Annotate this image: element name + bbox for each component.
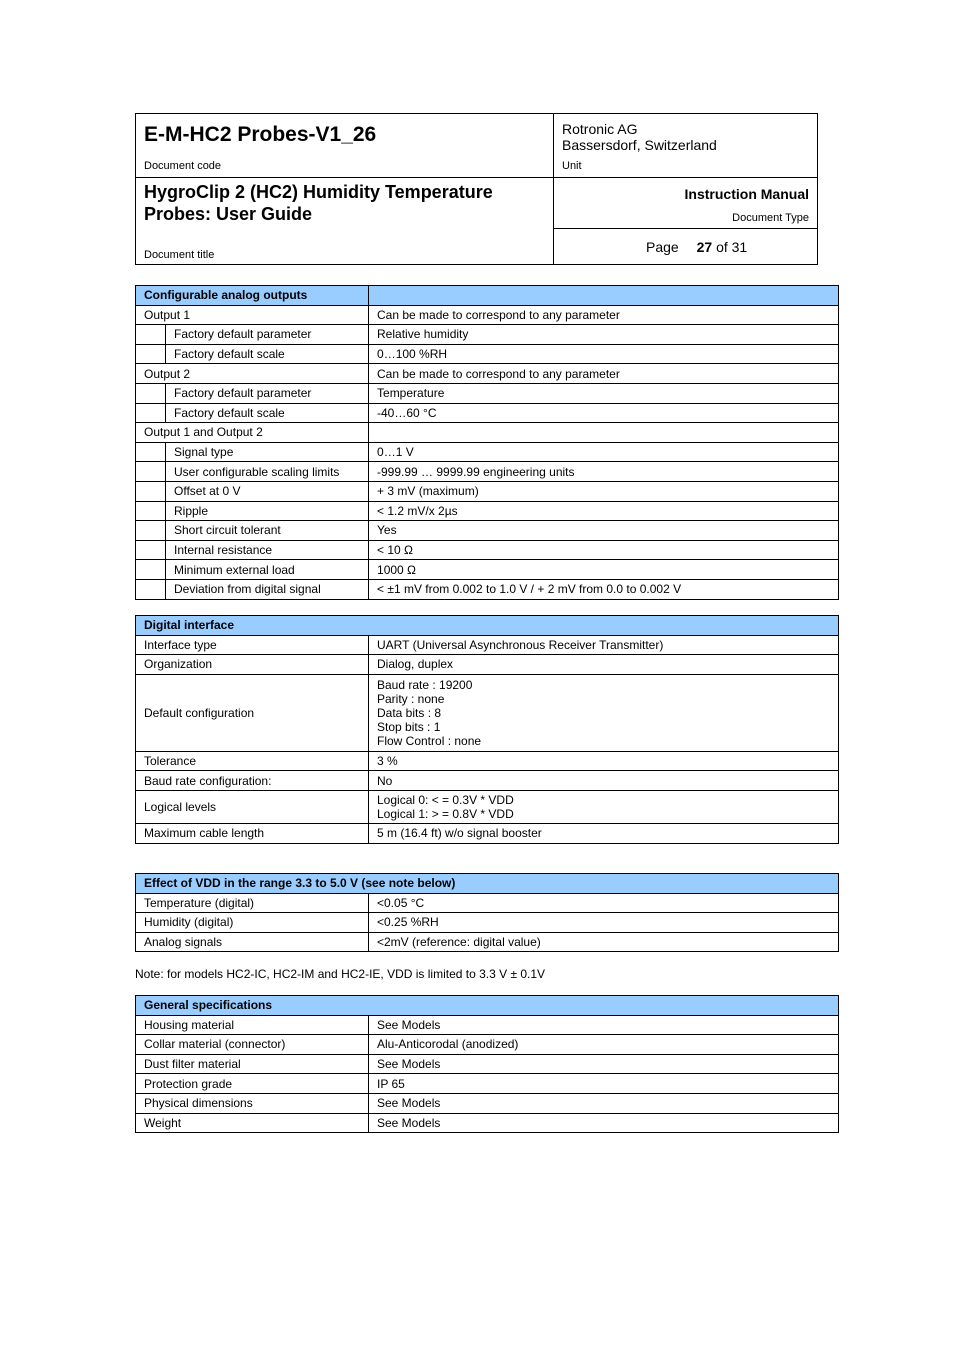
table-heading: General specifications <box>136 996 839 1016</box>
table-row <box>136 913 839 933</box>
row-value: Relative humidity <box>369 325 839 345</box>
row-value: 3 % <box>369 751 839 771</box>
unit-line: Bassersdorf, Switzerland <box>562 137 717 153</box>
table-row <box>136 579 839 599</box>
row-label: Analog signals <box>136 932 369 952</box>
table-row <box>136 325 839 345</box>
table-row <box>136 442 839 462</box>
row-label: Interface type <box>136 635 369 655</box>
table-row <box>136 540 839 560</box>
unit <box>562 121 717 153</box>
row-label: Housing material <box>136 1015 369 1035</box>
row-label: User configurable scaling limits <box>166 462 369 482</box>
row-label: Physical dimensions <box>136 1093 369 1113</box>
row-value: < 1.2 mV/x 2µs <box>369 501 839 521</box>
row-value: See Models <box>369 1054 839 1074</box>
row-value: 1000 Ω <box>369 560 839 580</box>
table-heading-row <box>136 616 839 636</box>
document-code-label: Document code <box>144 160 222 172</box>
general-specs-table <box>135 995 839 1133</box>
indent-cell <box>136 383 166 403</box>
row-value: Can be made to correspond to any parameter <box>369 364 839 384</box>
row-label: Logical levels <box>136 790 369 823</box>
row-value: 5 m (16.4 ft) w/o signal booster <box>369 823 839 843</box>
row-label: Ripple <box>166 501 369 521</box>
table-row <box>136 790 839 823</box>
table-row <box>136 655 839 675</box>
row-label: Collar material (connector) <box>136 1035 369 1055</box>
row-value: < 10 Ω <box>369 540 839 560</box>
row-label: Protection grade <box>136 1074 369 1094</box>
value-line: Flow Control : none <box>377 733 482 748</box>
document-type: Instruction Manual <box>684 186 809 202</box>
page-number: 27 <box>696 239 713 255</box>
row-value: See Models <box>369 1113 839 1133</box>
row-label: Factory default parameter <box>166 325 369 345</box>
row-value <box>369 790 839 823</box>
table-row <box>136 751 839 771</box>
header-divider <box>553 114 554 264</box>
row-value: Dialog, duplex <box>369 655 839 675</box>
document-header <box>135 113 818 265</box>
row-value: No <box>369 771 839 791</box>
table-row <box>136 462 839 482</box>
table-row <box>136 1074 839 1094</box>
row-value: 0…100 %RH <box>369 344 839 364</box>
row-value: <0.25 %RH <box>369 913 839 933</box>
table-heading: Configurable analog outputs <box>136 286 369 306</box>
row-value: Can be made to correspond to any parameter <box>369 305 839 325</box>
indent-cell <box>136 403 166 423</box>
row-value: Alu-Anticorodal (anodized) <box>369 1035 839 1055</box>
table-row <box>136 383 839 403</box>
table-row <box>136 635 839 655</box>
table-row <box>136 1015 839 1035</box>
row-label: Organization <box>136 655 369 675</box>
vdd-effect-table <box>135 873 839 952</box>
indent-cell <box>136 579 166 599</box>
table-row <box>136 893 839 913</box>
row-value: UART (Universal Asynchronous Receiver Transmitter) <box>369 635 839 655</box>
row-label: Signal type <box>166 442 369 462</box>
table-row <box>136 521 839 541</box>
row-label: Tolerance <box>136 751 369 771</box>
page-info <box>646 239 747 255</box>
row-label: Internal resistance <box>166 540 369 560</box>
indent-cell <box>136 521 166 541</box>
title-line: HygroClip 2 (HC2) Humidity Temperature <box>144 182 493 202</box>
unit-label: Unit <box>562 160 582 172</box>
indent-cell <box>136 442 166 462</box>
table-row <box>136 423 839 443</box>
table-row <box>136 403 839 423</box>
document-title <box>144 181 544 225</box>
row-value: IP 65 <box>369 1074 839 1094</box>
unit-line: Rotronic AG <box>562 121 638 137</box>
row-label: Output 1 <box>136 305 369 325</box>
header-divider <box>553 177 817 178</box>
row-label: Factory default parameter <box>166 383 369 403</box>
analog-outputs-table <box>135 285 839 600</box>
table-heading: Digital interface <box>136 616 839 636</box>
row-label: Weight <box>136 1113 369 1133</box>
row-value: <2mV (reference: digital value) <box>369 932 839 952</box>
row-value: 0…1 V <box>369 442 839 462</box>
row-value: See Models <box>369 1093 839 1113</box>
table-row <box>136 674 839 751</box>
table-row <box>136 932 839 952</box>
table-row <box>136 1113 839 1133</box>
table-row <box>136 364 839 384</box>
value-line: Data bits : 8 <box>377 705 442 720</box>
table-row <box>136 823 839 843</box>
value-line: Logical 0: < = 0.3V * VDD <box>377 792 514 807</box>
page-total: of 31 <box>716 239 748 255</box>
value-line: Parity : none <box>377 691 445 706</box>
row-value: -40…60 °C <box>369 403 839 423</box>
table-heading: Effect of VDD in the range 3.3 to 5.0 V (see note below) <box>136 874 839 894</box>
table-row <box>136 344 839 364</box>
row-label: Maximum cable length <box>136 823 369 843</box>
row-value: -999.99 … 9999.99 engineering units <box>369 462 839 482</box>
row-label: Offset at 0 V <box>166 481 369 501</box>
indent-cell <box>136 560 166 580</box>
row-label: Deviation from digital signal <box>166 579 369 599</box>
table-row <box>136 560 839 580</box>
row-label: Short circuit tolerant <box>166 521 369 541</box>
row-label: Factory default scale <box>166 403 369 423</box>
table-row <box>136 771 839 791</box>
row-label: Output 2 <box>136 364 369 384</box>
document-title-label: Document title <box>144 249 215 261</box>
row-label: Dust filter material <box>136 1054 369 1074</box>
page-label: Page <box>646 239 679 255</box>
title-line: Probes: User Guide <box>144 204 313 224</box>
row-value: See Models <box>369 1015 839 1035</box>
table-row <box>136 1093 839 1113</box>
value-line: Baud rate : 19200 <box>377 677 473 692</box>
table-heading-row <box>136 996 839 1016</box>
table-row <box>136 1054 839 1074</box>
indent-cell <box>136 540 166 560</box>
row-label: Minimum external load <box>166 560 369 580</box>
row-value <box>369 423 839 443</box>
row-label: Humidity (digital) <box>136 913 369 933</box>
row-value: Yes <box>369 521 839 541</box>
row-label: Default configuration <box>136 674 369 751</box>
row-value: + 3 mV (maximum) <box>369 481 839 501</box>
row-label: Output 1 and Output 2 <box>136 423 369 443</box>
table-heading-row <box>136 874 839 894</box>
header-divider <box>136 177 553 178</box>
digital-interface-table <box>135 615 839 844</box>
document-code: E-M-HC2 Probes-V1_26 <box>144 123 377 146</box>
header-divider <box>553 228 817 229</box>
table-row <box>136 501 839 521</box>
row-value: Temperature <box>369 383 839 403</box>
table-row <box>136 1035 839 1055</box>
row-label: Factory default scale <box>166 344 369 364</box>
value-line: Stop bits : 1 <box>377 719 441 734</box>
vdd-note: Note: for models HC2-IC, HC2-IM and HC2-IE, VDD is limited to 3.3 V ± 0.1V <box>135 967 546 981</box>
table-heading-blank <box>369 286 839 306</box>
row-value <box>369 674 839 751</box>
indent-cell <box>136 501 166 521</box>
row-value: < ±1 mV from 0.002 to 1.0 V / + 2 mV from 0.0 to 0.002 V <box>369 579 839 599</box>
row-label: Temperature (digital) <box>136 893 369 913</box>
indent-cell <box>136 325 166 345</box>
indent-cell <box>136 481 166 501</box>
table-row <box>136 481 839 501</box>
value-line: Logical 1: > = 0.8V * VDD <box>377 806 514 821</box>
table-row <box>136 305 839 325</box>
indent-cell <box>136 344 166 364</box>
document-type-label: Document Type <box>732 212 809 224</box>
row-label: Baud rate configuration: <box>136 771 369 791</box>
indent-cell <box>136 462 166 482</box>
row-value: <0.05 °C <box>369 893 839 913</box>
table-heading-row <box>136 286 839 306</box>
